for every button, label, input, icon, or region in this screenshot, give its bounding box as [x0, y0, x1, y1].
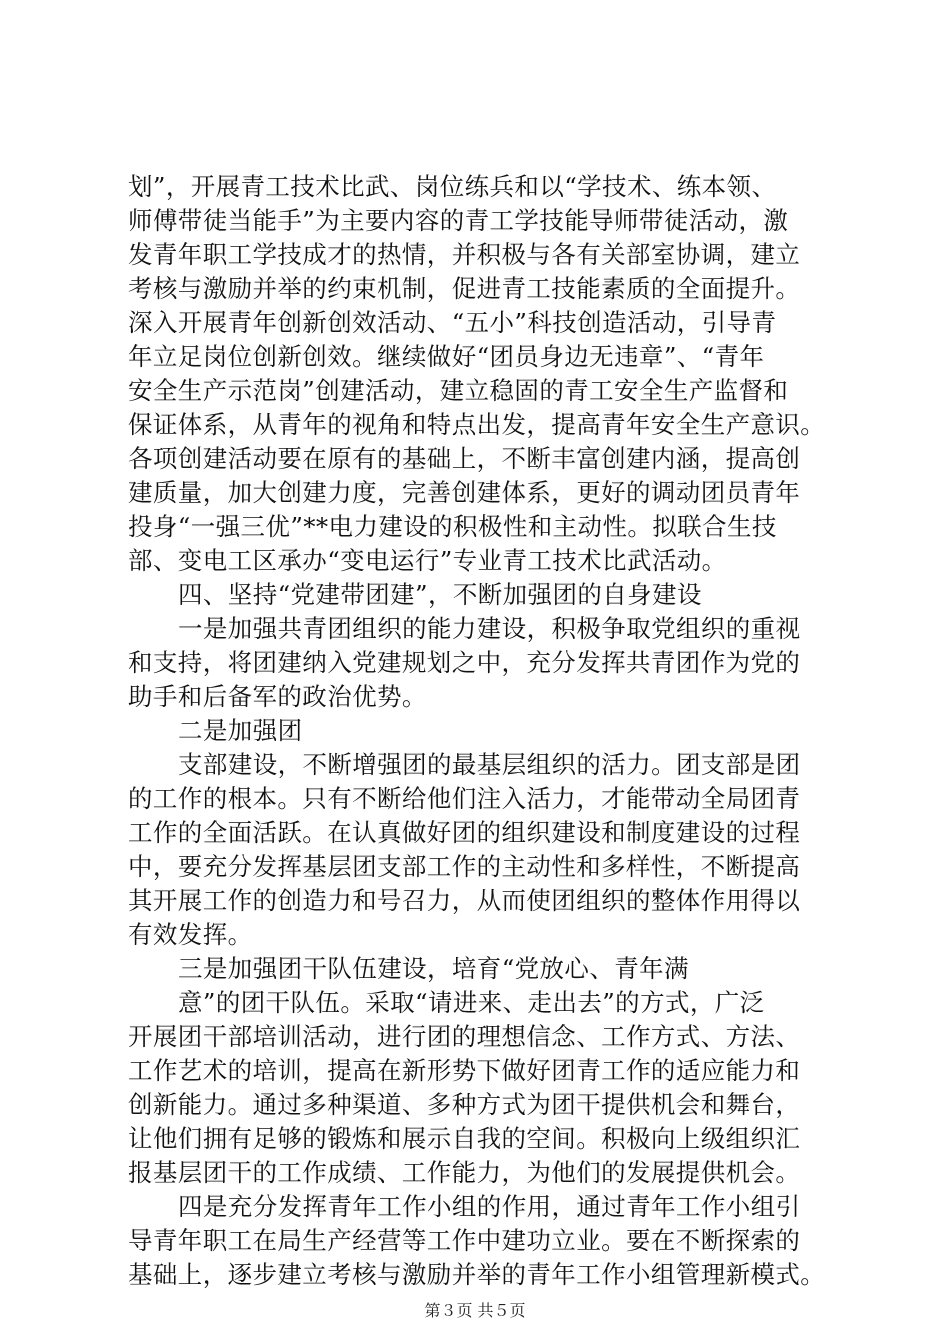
body-line: 深入开展青年创新创效活动、“五小”科技创造活动，引导青: [128, 308, 777, 337]
body-line: 划”，开展青工技术比武、岗位练兵和以“学技术、练本领、: [128, 172, 777, 201]
body-line: 让他们拥有足够的锻炼和展示自我的空间。积极向上级组织汇: [128, 1124, 801, 1153]
body-line: 的工作的根本。只有不断给他们注入活力，才能带动全局团青: [128, 784, 801, 813]
body-line: 年立足岗位创新创效。继续做好“团员身边无违章”、“青年: [128, 342, 765, 371]
body-line: 导青年职工在局生产经营等工作中建功立业。要在不断探索的: [128, 1226, 801, 1255]
section-heading: 四、坚持“党建带团建”，不断加强团的自身建设: [178, 580, 702, 609]
body-line: 和支持，将团建纳入党建规划之中，充分发挥共青团作为党的: [128, 648, 801, 677]
body-line: 工作艺术的培训，提高在新形势下做好团青工作的适应能力和: [128, 1056, 801, 1085]
body-line: 中，要充分发挥基层团支部工作的主动性和多样性，不断提高: [128, 852, 801, 881]
body-line: 基础上，逐步建立考核与激励并举的青年工作小组管理新模式。: [128, 1260, 826, 1289]
body-line: 开展团干部培训活动，进行团的理想信念、工作方式、方法、: [128, 1022, 801, 1051]
body-line: 助手和后备军的政治优势。: [128, 682, 427, 711]
body-line: 意”的团干队伍。采取“请进来、走出去”的方式，广泛: [178, 988, 765, 1017]
page-number-footer: 第３页 共５页: [424, 1301, 526, 1320]
body-line: 二是加强团: [178, 716, 303, 745]
body-line: 其开展工作的创造力和号召力，从而使团组织的整体作用得以: [128, 886, 801, 915]
body-line: 发青年职工学技成才的热情，并积极与各有关部室协调，建立: [128, 240, 801, 269]
body-line: 支部建设，不断增强团的最基层组织的活力。团支部是团: [178, 750, 801, 779]
body-line: 有效发挥。: [128, 920, 253, 949]
body-line: 安全生产示范岗”创建活动，建立稳固的青工安全生产监督和: [128, 376, 789, 405]
body-line: 考核与激励并举的约束机制，促进青工技能素质的全面提升。: [128, 274, 801, 303]
body-line: 保证体系，从青年的视角和特点出发，提高青年安全生产意识。: [128, 410, 826, 439]
body-line: 三是加强团干队伍建设，培育“党放心、青年满: [178, 954, 689, 983]
body-line: 创新能力。通过多种渠道、多种方式为团干提供机会和舞台，: [128, 1090, 801, 1119]
body-line: 投身“一强三优”**电力建设的积极性和主动性。拟联合生技: [128, 512, 777, 541]
body-line: 工作的全面活跃。在认真做好团的组织建设和制度建设的过程: [128, 818, 801, 847]
body-line: 一是加强共青团组织的能力建设，积极争取党组织的重视: [178, 614, 801, 643]
body-line: 四是充分发挥青年工作小组的作用，通过青年工作小组引: [178, 1192, 801, 1221]
body-line: 各项创建活动要在原有的基础上，不断丰富创建内涵，提高创: [128, 444, 801, 473]
body-line: 建质量，加大创建力度，完善创建体系，更好的调动团员青年: [128, 478, 801, 507]
body-line: 报基层团干的工作成绩、工作能力，为他们的发展提供机会。: [128, 1158, 801, 1187]
body-line: 师傅带徒当能手”为主要内容的青工学技能导师带徒活动，激: [128, 206, 789, 235]
body-line: 部、变电工区承办“变电运行”专业青工技术比武活动。: [128, 546, 727, 575]
